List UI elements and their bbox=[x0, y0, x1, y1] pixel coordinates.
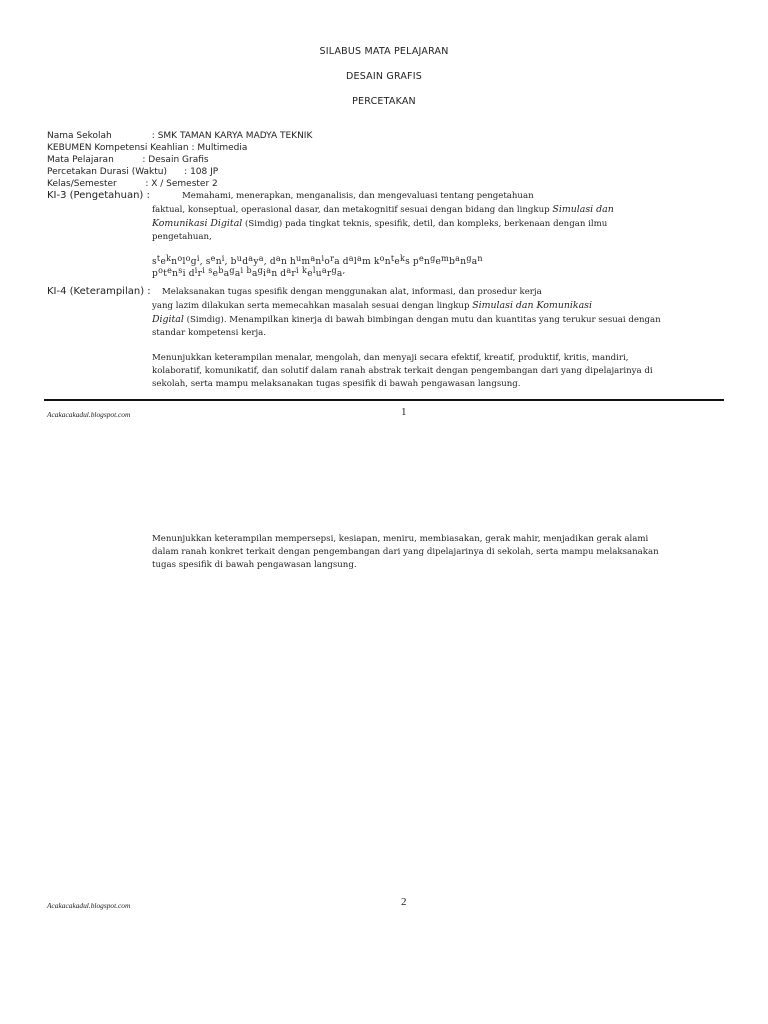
document-title: SILABUS MATA PELAJARAN bbox=[319, 46, 449, 57]
info-line: Percetakan Durasi (Waktu) : 108 JP bbox=[47, 167, 219, 177]
document-subtitle-2: PERCETAKAN bbox=[352, 96, 416, 107]
ki4-paragraph bbox=[152, 352, 653, 391]
info-line: KEBUMEN Kompetensi Keahlian : Multimedia bbox=[47, 143, 248, 153]
document-page-2 bbox=[0, 490, 768, 1024]
page-number: 1 bbox=[401, 406, 407, 418]
scrambled-text-line: steknologi, seni, budaya, dan humaniora dalam konteks pengembangan bbox=[152, 254, 483, 267]
document-page-1 bbox=[0, 0, 768, 490]
ki3-label: KI-3 (Pengetahuan) : bbox=[47, 190, 150, 201]
paragraph-line: dalam ranah konkret terkait dengan pengembangan dari yang dipelajarinya di sekolah, serta mampu melaksanakan bbox=[152, 547, 659, 557]
paragraph-line: Menunjukkan keterampilan mempersepsi, kesiapan, meniru, membiasakan, gerak mahir, menjadikan gerak alami bbox=[152, 534, 649, 544]
info-line: Kelas/Semester : X / Semester 2 bbox=[47, 179, 218, 189]
page-number: 2 bbox=[401, 896, 407, 908]
ki4-line: Melaksanakan tugas spesifik dengan menggunakan alat, informasi, dan prosedur kerja bbox=[162, 287, 542, 297]
school-info bbox=[47, 130, 312, 190]
ki4-label: KI-4 (Keterampilan) : bbox=[47, 286, 151, 297]
ki3-line: Memahami, menerapkan, menganalisis, dan mengevaluasi tentang pengetahuan bbox=[182, 191, 534, 201]
footer-source: Acakacakadul.blogspot.com bbox=[47, 901, 131, 910]
footer-divider bbox=[44, 399, 724, 401]
paragraph-line: tugas spesifik di bawah pengawasan langsung. bbox=[152, 560, 357, 570]
ki4-line: standar kompetensi kerja. bbox=[152, 328, 266, 338]
document-subtitle: DESAIN GRAFIS bbox=[346, 71, 422, 82]
paragraph-line: Menunjukkan keterampilan menalar, mengolah, dan menyaji secara efektif, kreatif, produktif, kritis, mandiri, bbox=[152, 353, 629, 363]
info-line: Mata Pelajaran : Desain Grafis bbox=[47, 155, 209, 165]
ki3-line: Komunikasi Digital (Simdig) pada tingkat teknis, spesifik, detil, dan kompleks, berkenaan dengan ilmu bbox=[152, 218, 608, 229]
info-line: Nama Sekolah : SMK TAMAN KARYA MADYA TEKNIK bbox=[47, 131, 313, 141]
ki4-line: Digital (Simdig). Menampilkan kinerja di bawah bimbingan dengan mutu dan kuantitas yang terukur sesuai dengan bbox=[152, 314, 661, 325]
ki3-line: faktual, konseptual, operasional dasar, dan metakognitif sesuai dengan bidang dan lingkup Simulasi dan bbox=[152, 204, 614, 215]
ki4-line: yang lazim dilakukan serta memecahkan masalah sesuai dengan lingkup Simulasi dan Komunikasi bbox=[152, 300, 592, 311]
ki3-line: pengetahuan, bbox=[152, 232, 212, 242]
scrambled-text-line: potensi diri sebagai bagian dari keluarga, bbox=[152, 266, 346, 279]
ki4-paragraph-continued bbox=[152, 533, 659, 572]
paragraph-line: kolaboratif, komunikatif, dan solutif dalam ranah abstrak terkait dengan pengembangan dari yang dipelajarinya di bbox=[152, 366, 653, 376]
paragraph-line: sekolah, serta mampu melaksanakan tugas spesifik di bawah pengawasan langsung. bbox=[152, 379, 521, 389]
footer-source: Acakacakadul.blogspot.com bbox=[47, 410, 131, 419]
